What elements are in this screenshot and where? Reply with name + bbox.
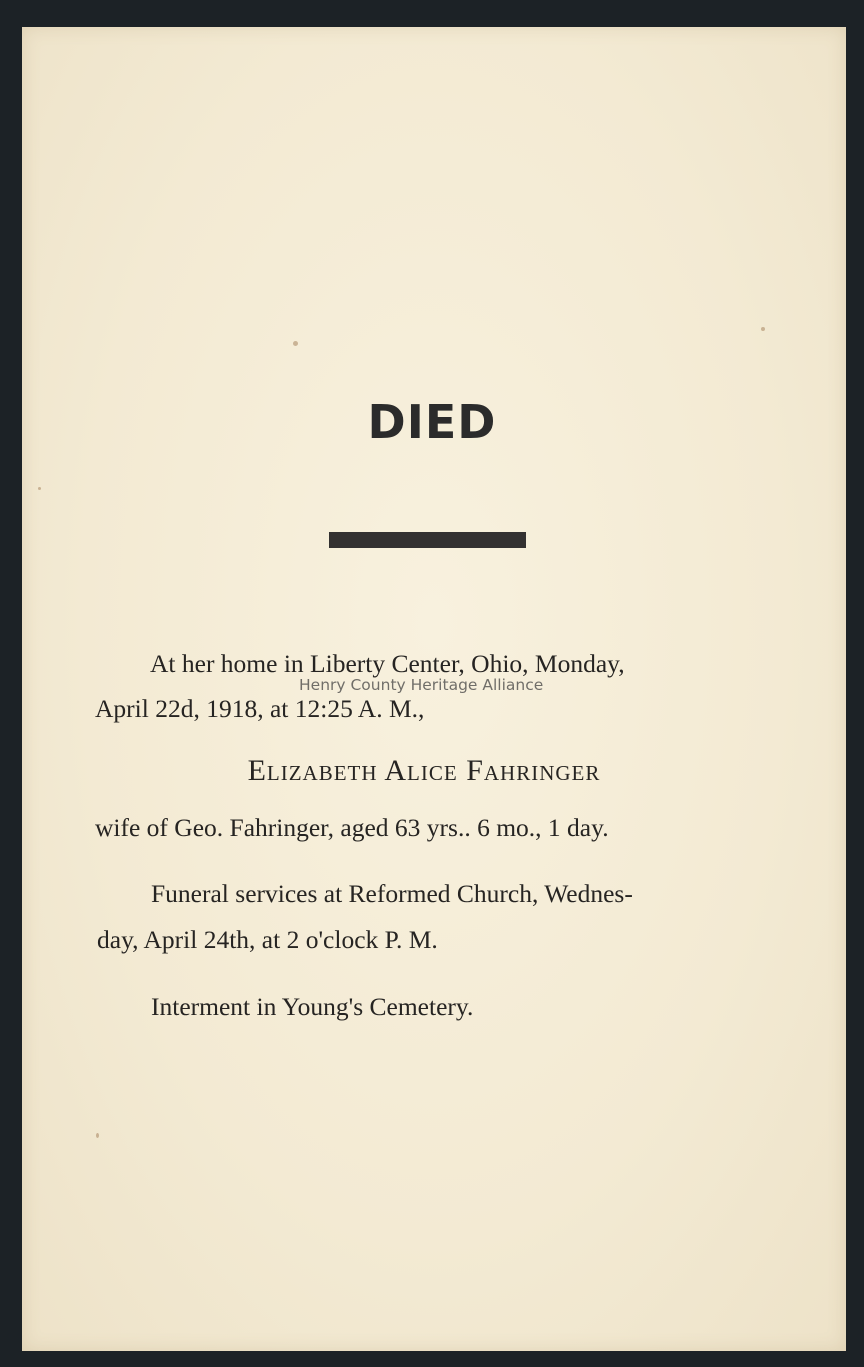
paper-spot: [761, 327, 765, 331]
funeral-date-line: day, April 24th, at 2 o'clock P. M.: [97, 925, 438, 954]
funeral-services-line: Funeral services at Reformed Church, Wednes-: [151, 879, 633, 908]
paper-spot: [293, 341, 298, 346]
deceased-name: Elizabeth Alice Fahringer: [247, 754, 601, 787]
black-rule: [329, 532, 526, 548]
death-place-line: At her home in Liberty Center, Ohio, Monday,: [150, 649, 625, 678]
paper-spot: [96, 1133, 99, 1138]
died-heading: DIED: [367, 395, 497, 449]
relation-age-line: wife of Geo. Fahringer, aged 63 yrs.. 6 mo., 1 day.: [95, 813, 609, 842]
death-date-line: April 22d, 1918, at 12:25 A. M.,: [95, 694, 425, 723]
watermark: Henry County Heritage Alliance: [299, 676, 544, 694]
interment-line: Interment in Young's Cemetery.: [151, 992, 474, 1021]
paper-spot: [38, 487, 41, 490]
